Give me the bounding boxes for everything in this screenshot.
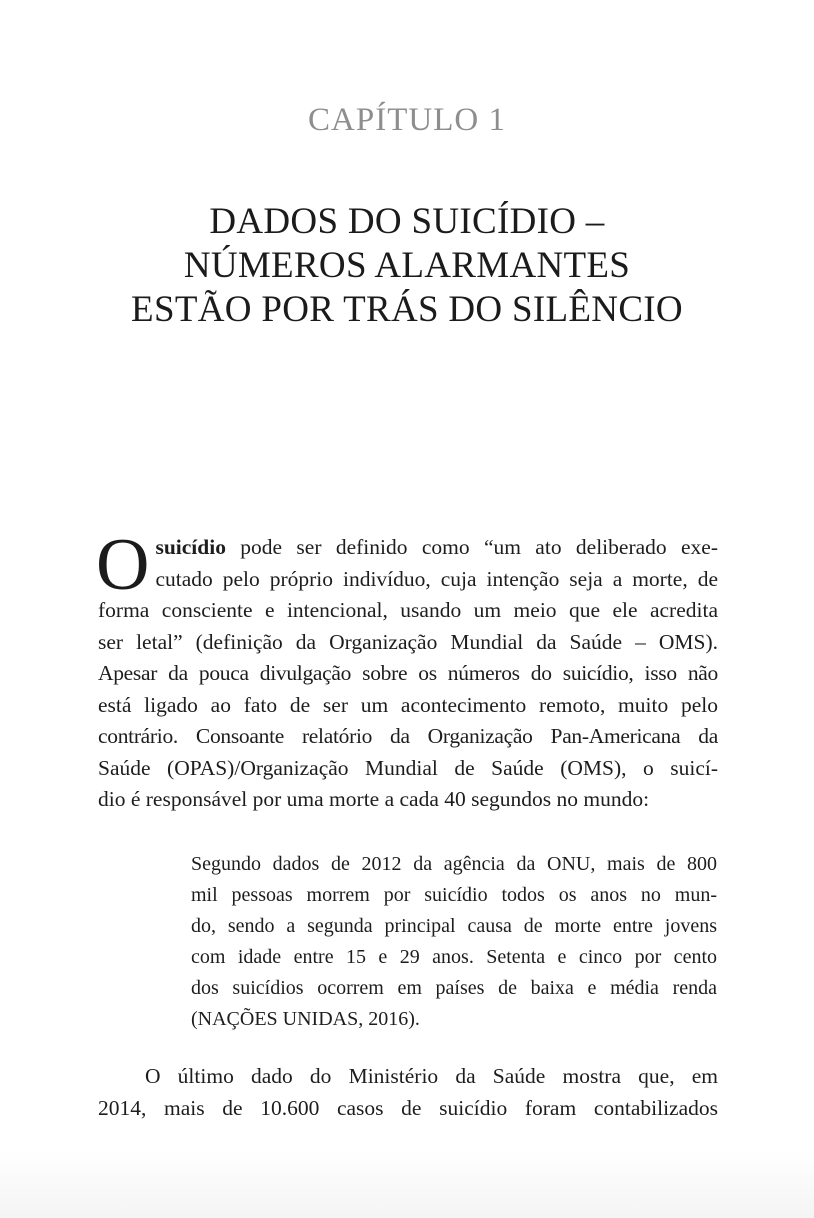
paragraph-line: Apesar da pouca divulgação sobre os números do suicídio, isso não bbox=[98, 661, 718, 685]
paragraph-line: contrário. Consoante relatório da Organização Pan-Americana da bbox=[98, 724, 718, 748]
paragraph-line: cutado pelo próprio indivíduo, cuja intenção seja a morte, de bbox=[155, 566, 718, 591]
quote-line: (NAÇÕES UNIDAS, 2016). bbox=[191, 1008, 420, 1030]
second-paragraph bbox=[98, 1061, 718, 1124]
chapter-label: CAPÍTULO 1 bbox=[308, 102, 506, 138]
paragraph-line: suicídio pode ser definido como “um ato deliberado exe- bbox=[155, 535, 718, 559]
chapter-title-line: NÚMEROS ALARMANTES bbox=[183, 245, 631, 286]
block-quote bbox=[191, 849, 717, 1035]
chapter-title-line: ESTÃO POR TRÁS DO SILÊNCIO bbox=[131, 289, 683, 330]
drop-cap: O bbox=[96, 524, 150, 606]
quote-line: com idade entre 15 e 29 anos. Setenta e cinco por cento bbox=[191, 946, 717, 968]
paragraph-line: está ligado ao fato de ser um acontecimento remoto, muito pelo bbox=[98, 692, 718, 717]
quote-line: do, sendo a segunda principal causa de morte entre jovens bbox=[191, 915, 717, 937]
paragraph-line: dio é responsável por uma morte a cada 40 segundos no mundo: bbox=[98, 787, 650, 811]
quote-line: dos suicídios ocorrem em países de baixa e média renda bbox=[191, 977, 717, 999]
opening-paragraph bbox=[96, 524, 718, 816]
paragraph-line: ser letal” (definição da Organização Mundial da Saúde – OMS). bbox=[98, 629, 718, 654]
paragraph-line: 2014, mais de 10.600 casos de suicídio foram contabilizados bbox=[98, 1095, 718, 1120]
chapter-title bbox=[0, 200, 814, 332]
bold-term: suicídio bbox=[155, 535, 226, 559]
paragraph-line: O último dado do Ministério da Saúde mostra que, em bbox=[145, 1064, 718, 1088]
quote-line: Segundo dados de 2012 da agência da ONU, mais de 800 bbox=[191, 853, 717, 875]
paragraph-line: forma consciente e intencional, usando um meio que ele acredita bbox=[98, 598, 718, 622]
paragraph-line: Saúde (OPAS)/Organização Mundial de Saúde (OMS), o suicí- bbox=[98, 755, 718, 780]
chapter-title-line: DADOS DO SUICÍDIO – bbox=[209, 201, 605, 242]
quote-line: mil pessoas morrem por suicídio todos os anos no mun- bbox=[191, 884, 717, 906]
